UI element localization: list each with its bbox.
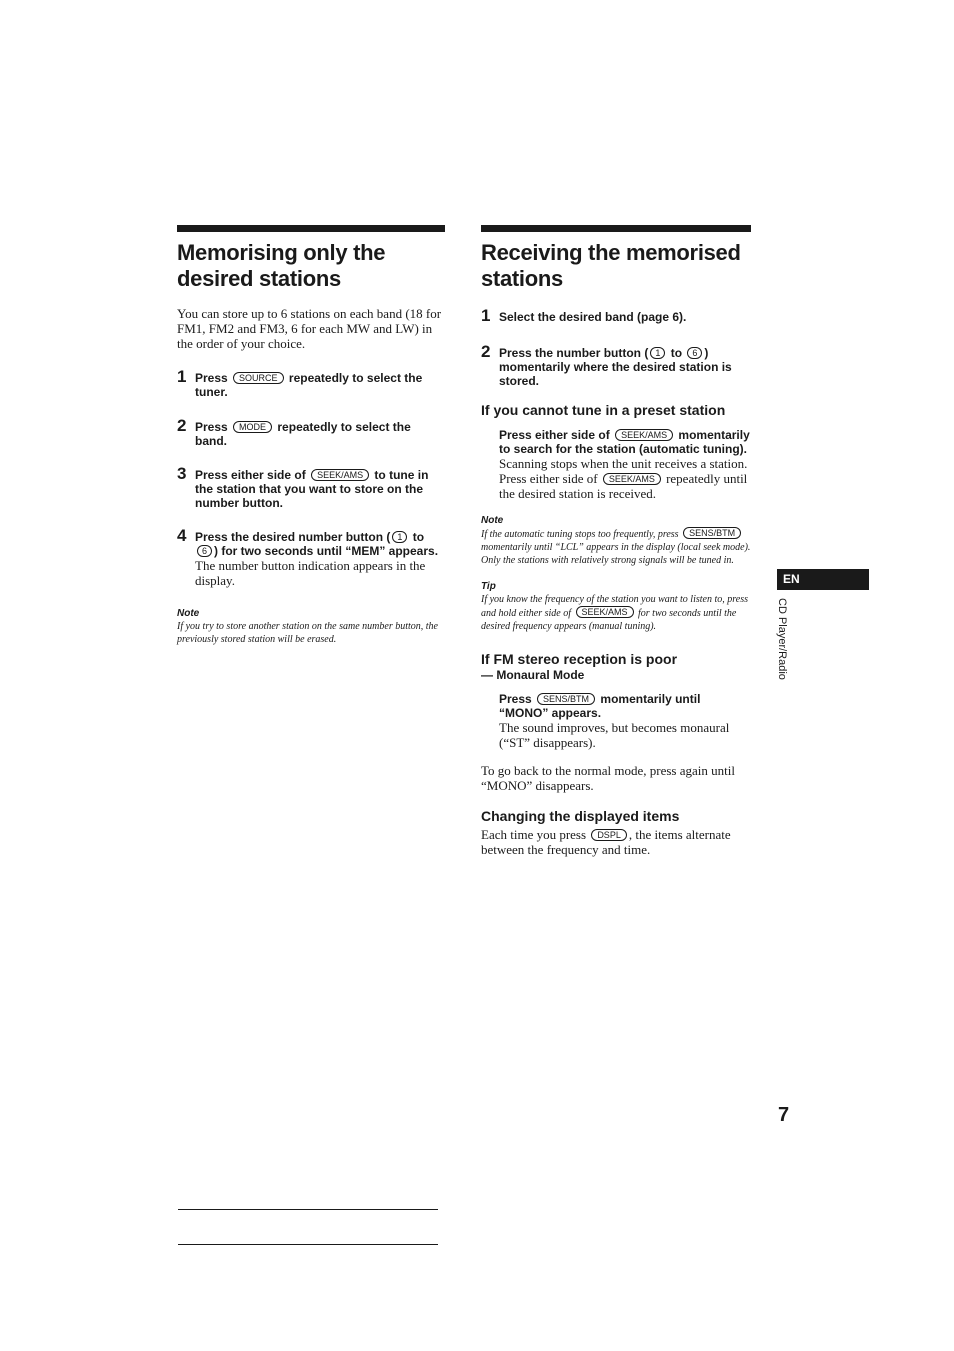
note <box>481 515 751 567</box>
mode-button-icon: MODE <box>233 421 272 433</box>
tip <box>481 581 751 633</box>
step-number: 3 <box>177 464 187 483</box>
section-rule <box>481 225 751 232</box>
step-1 <box>481 306 751 325</box>
step-3 <box>177 464 445 510</box>
step-2 <box>177 416 445 448</box>
seek-ams-button-icon: SEEK/AMS <box>311 469 369 481</box>
note-label: Note <box>481 515 504 526</box>
step-text: Press either side of <box>195 468 306 482</box>
note-text: If you try to store another station on the same number button, the previously stored station will be erased. <box>177 621 438 645</box>
step-text: Press <box>195 420 228 434</box>
step-text: Press <box>195 371 228 385</box>
step-detail: The sound improves, but becomes monaural (“ST” disappears). <box>499 720 730 750</box>
body-text: Each time you press <box>481 827 587 842</box>
step-number: 2 <box>481 342 491 361</box>
step-number: 1 <box>481 306 491 325</box>
tip-label: Tip <box>481 581 496 592</box>
subsection-heading: If FM stereo reception is poor <box>481 651 678 667</box>
step-text: Press the number button ( <box>499 346 649 360</box>
note <box>177 608 445 646</box>
step-text: Select the desired band (page 6). <box>499 310 687 324</box>
step-detail: repeatedly until the desired station is received. <box>499 471 748 501</box>
step-2 <box>481 342 751 388</box>
step-text: repeatedly to select the band. <box>195 420 411 448</box>
step-text: momentarily until “MONO” appears. <box>499 692 701 720</box>
step-detail: Scanning stops when the unit receives a station. Press either side of <box>499 456 748 486</box>
tip-text: If you know the frequency of the station you want to listen to, press and hold either side of <box>481 594 748 619</box>
sens-btm-button-icon: SENS/BTM <box>537 693 595 705</box>
note-text: momentarily until “LCL” appears in the display (local seek mode). Only the stations with relatively strong signals will be tuned in. <box>481 542 751 566</box>
step-text: Press the desired number button ( <box>195 530 391 544</box>
language-tab: EN <box>777 569 869 590</box>
step-number: 1 <box>177 367 187 386</box>
seek-ams-button-icon: SEEK/AMS <box>576 606 634 618</box>
number-1-button-icon: 1 <box>650 347 665 359</box>
subsection-heading: If you cannot tune in a preset station <box>481 402 726 418</box>
cannot-tune-block <box>481 402 751 501</box>
step-text: to tune in the station that you want to store on the number button. <box>195 468 429 510</box>
footer-rule <box>178 1244 438 1245</box>
receiving-section <box>481 225 751 857</box>
section-title: Receiving the memorised stations <box>481 240 741 291</box>
step-text: to <box>670 346 683 360</box>
step-1 <box>177 367 445 399</box>
section-title: Memorising only the desired stations <box>177 240 386 291</box>
sens-btm-button-icon: SENS/BTM <box>683 527 741 539</box>
step-number: 4 <box>177 526 187 545</box>
number-6-button-icon: 6 <box>687 347 702 359</box>
footer-rule <box>178 1209 438 1210</box>
step-text: Press either side of <box>499 428 610 442</box>
tip-text: for two seconds until the desired frequency appears (manual tuning). <box>481 608 737 632</box>
dspl-button-icon: DSPL <box>591 829 627 841</box>
step-detail: The number button indication appears in the display. <box>195 558 426 588</box>
step-text: momentarily to search for the station (automatic tuning). <box>499 428 750 456</box>
source-button-icon: SOURCE <box>233 372 284 384</box>
seek-ams-button-icon: SEEK/AMS <box>615 429 673 441</box>
fm-stereo-block <box>481 651 751 793</box>
section-side-label: CD Player/Radio <box>776 598 788 680</box>
section-rule <box>177 225 445 232</box>
step-4 <box>177 526 445 588</box>
step-text: Press <box>499 692 532 706</box>
step-text: repeatedly to select the tuner. <box>195 371 423 399</box>
number-1-button-icon: 1 <box>392 531 407 543</box>
page-number: 7 <box>778 1104 790 1126</box>
step-text: to <box>412 530 425 544</box>
subsection-subtitle: — Monaural Mode <box>481 668 585 682</box>
memorising-section <box>177 225 445 646</box>
note-label: Note <box>177 608 200 619</box>
subsection-heading: Changing the displayed items <box>481 808 680 824</box>
note-text: If the automatic tuning stops too frequently, press <box>481 529 679 540</box>
step-text: ) momentarily where the desired station is stored. <box>499 346 732 388</box>
step-text: ) for two seconds until “MEM” appears. <box>214 544 439 558</box>
seek-ams-button-icon: SEEK/AMS <box>603 473 661 485</box>
number-6-button-icon: 6 <box>197 545 212 557</box>
body-text: , the items alternate between the frequency and time. <box>481 827 731 857</box>
normal-mode-text: To go back to the normal mode, press again until “MONO” disappears. <box>481 763 735 793</box>
intro-text: You can store up to 6 stations on each band (18 for FM1, FM2 and FM3, 6 for each MW and LW) in the order of your choice. <box>177 306 442 351</box>
display-items-block <box>481 808 751 857</box>
step-number: 2 <box>177 416 187 435</box>
